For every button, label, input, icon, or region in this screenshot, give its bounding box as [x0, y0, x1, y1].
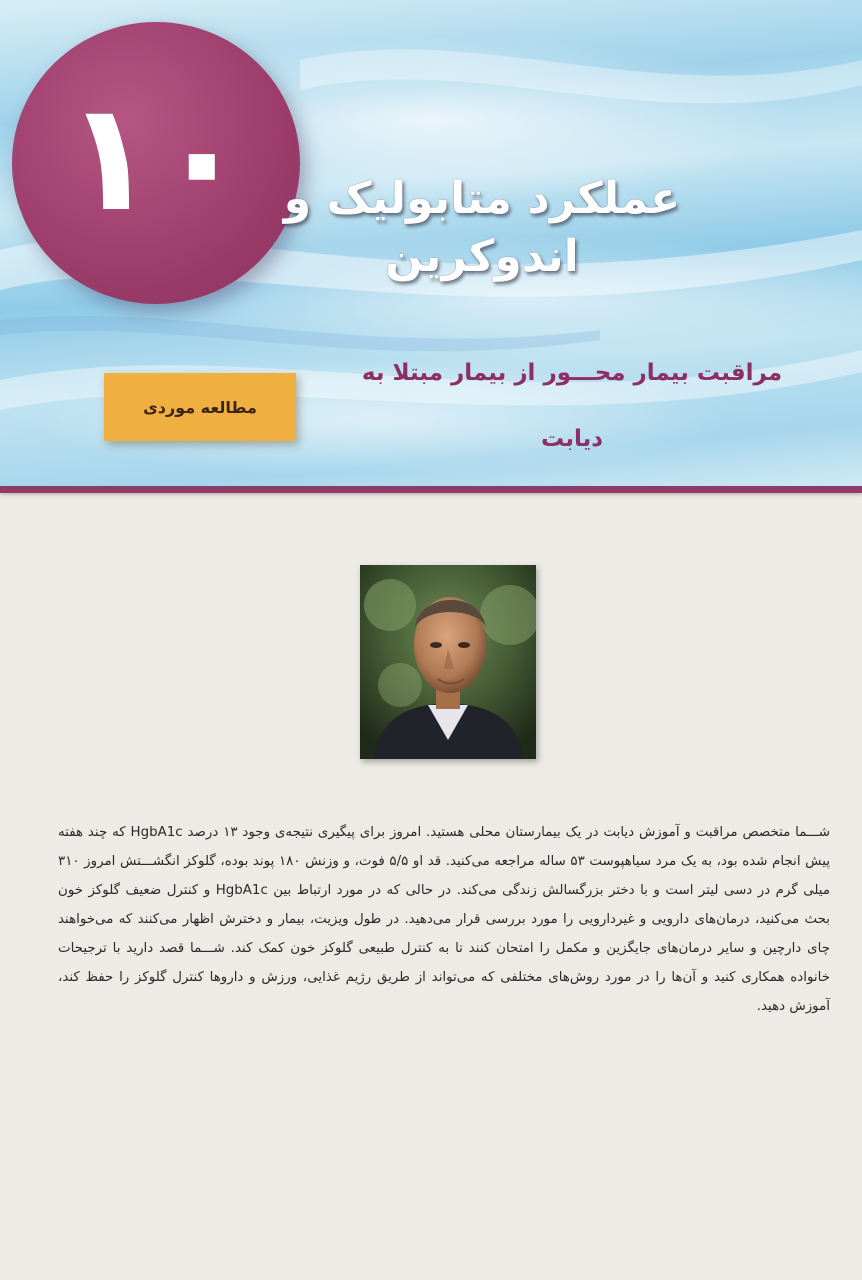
header-divider: [0, 486, 862, 493]
case-study-text: [58, 818, 830, 1021]
chapter-title-line1: عملکرد متابولیک و: [283, 173, 681, 224]
chapter-subtitle-line1: مراقبت بیمار محـــور از بیمار مبتلا به: [361, 360, 783, 386]
chapter-title-line2: اندوکرین: [385, 231, 579, 282]
chapter-number: ۱۰: [64, 71, 248, 245]
chapter-header: [0, 0, 862, 492]
patient-portrait-icon: [360, 565, 536, 759]
chapter-subtitle: [312, 340, 832, 472]
chapter-subtitle-line2: دیابت: [540, 426, 604, 452]
case-study-paragraph: شـــما متخصص مراقبت و آموزش دیابت در یک بیمارستان محلی هستید. امروز برای پیگیری نتیجه‌ی وجود ۱۳ درصد HgbA1c که چند هفته پیش انجام شده بود، به یک مرد سیاهپوست ۵۳ ساله مراجعه می‌کنید. قد او ۵/۵ فوت، و وزنش ۱۸۰ پوند بوده، گلوکز انگشـــتش امروز ۳۱۰ میلی گرم در دسی لیتر است و با دختر بزرگسالش زندگی می‌کند. در حالی که در مورد ارتباط بین HgbA1c و کنترل ضعیف گلوکز خون بحث می‌کنید، درمان‌های دارویی و غیردارویی را مورد بررسی قرار می‌دهید. در طول ویزیت، بیمار و دخترش اظهار می‌کنند که می‌خواهند چای دارچین و سایر درمان‌های جایگزین و مکمل را امتحان کنند تا به کنترل طبیعی گلوکز خون کمک کند. شـــما قصد دارید با ترجیحات خانواده همکاری کنید و آن‌ها را در مورد روش‌های مختلفی که می‌تواند از طریق رژیم غذایی، ورزش و داروها کنترل گلوکز را حفظ کند، آموزش دهید.: [58, 825, 830, 1014]
chapter-title: [222, 170, 742, 286]
case-study-tag: مطالعه موردی: [104, 373, 296, 441]
